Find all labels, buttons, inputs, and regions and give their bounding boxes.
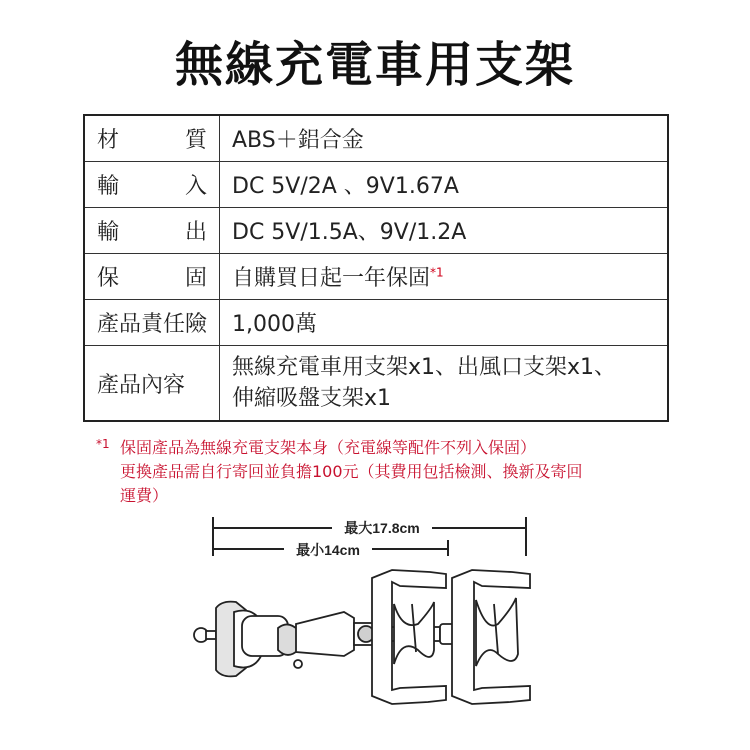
note-line: 保固產品為無線充電支架本身（充電線等配件不列入保固） [120, 438, 537, 457]
spec-value-material: ABS＋鋁合金 [220, 115, 669, 162]
footnote-mark: *1 [430, 265, 444, 280]
label-char: 入 [184, 174, 207, 199]
note-line: 更換產品需自行寄回並負擔100元（其費用包括檢測、換新及寄回 [120, 462, 583, 481]
label-char: 材 [97, 128, 120, 153]
note-line: 運費） [120, 486, 169, 505]
suction-cup-mount-icon [194, 602, 354, 677]
footnote-mark: *1 [96, 437, 110, 451]
label-char: 出 [184, 220, 207, 245]
phone-cradle-extended-icon [452, 570, 530, 704]
spec-label-liability: 產品責任險 [84, 300, 220, 346]
label-char: 保 [97, 266, 120, 291]
phone-cradle-retracted-icon [372, 570, 446, 704]
contents-line: 伸縮吸盤支架x1 [232, 386, 392, 411]
label-char: 固 [184, 266, 207, 291]
label-char: 質 [184, 128, 207, 153]
spec-value-input: DC 5V/2A 、9V1.67A [220, 162, 669, 208]
max-dimension-label: 最大17.8cm [344, 520, 420, 536]
contents-line: 無線充電車用支架x1、出風口支架x1、 [232, 355, 617, 380]
page-title: 無線充電車用支架 [174, 37, 575, 93]
warranty-text: 自購買日起一年保固 [232, 266, 431, 291]
min-dimension-label: 最小14cm [296, 542, 360, 558]
spec-value-output: DC 5V/1.5A、9V/1.2A [220, 208, 669, 254]
spec-label-contents: 產品內容 [84, 346, 220, 422]
spec-value-liability: 1,000萬 [220, 300, 669, 346]
label-char: 輸 [97, 220, 120, 245]
label-char: 輸 [97, 174, 120, 199]
